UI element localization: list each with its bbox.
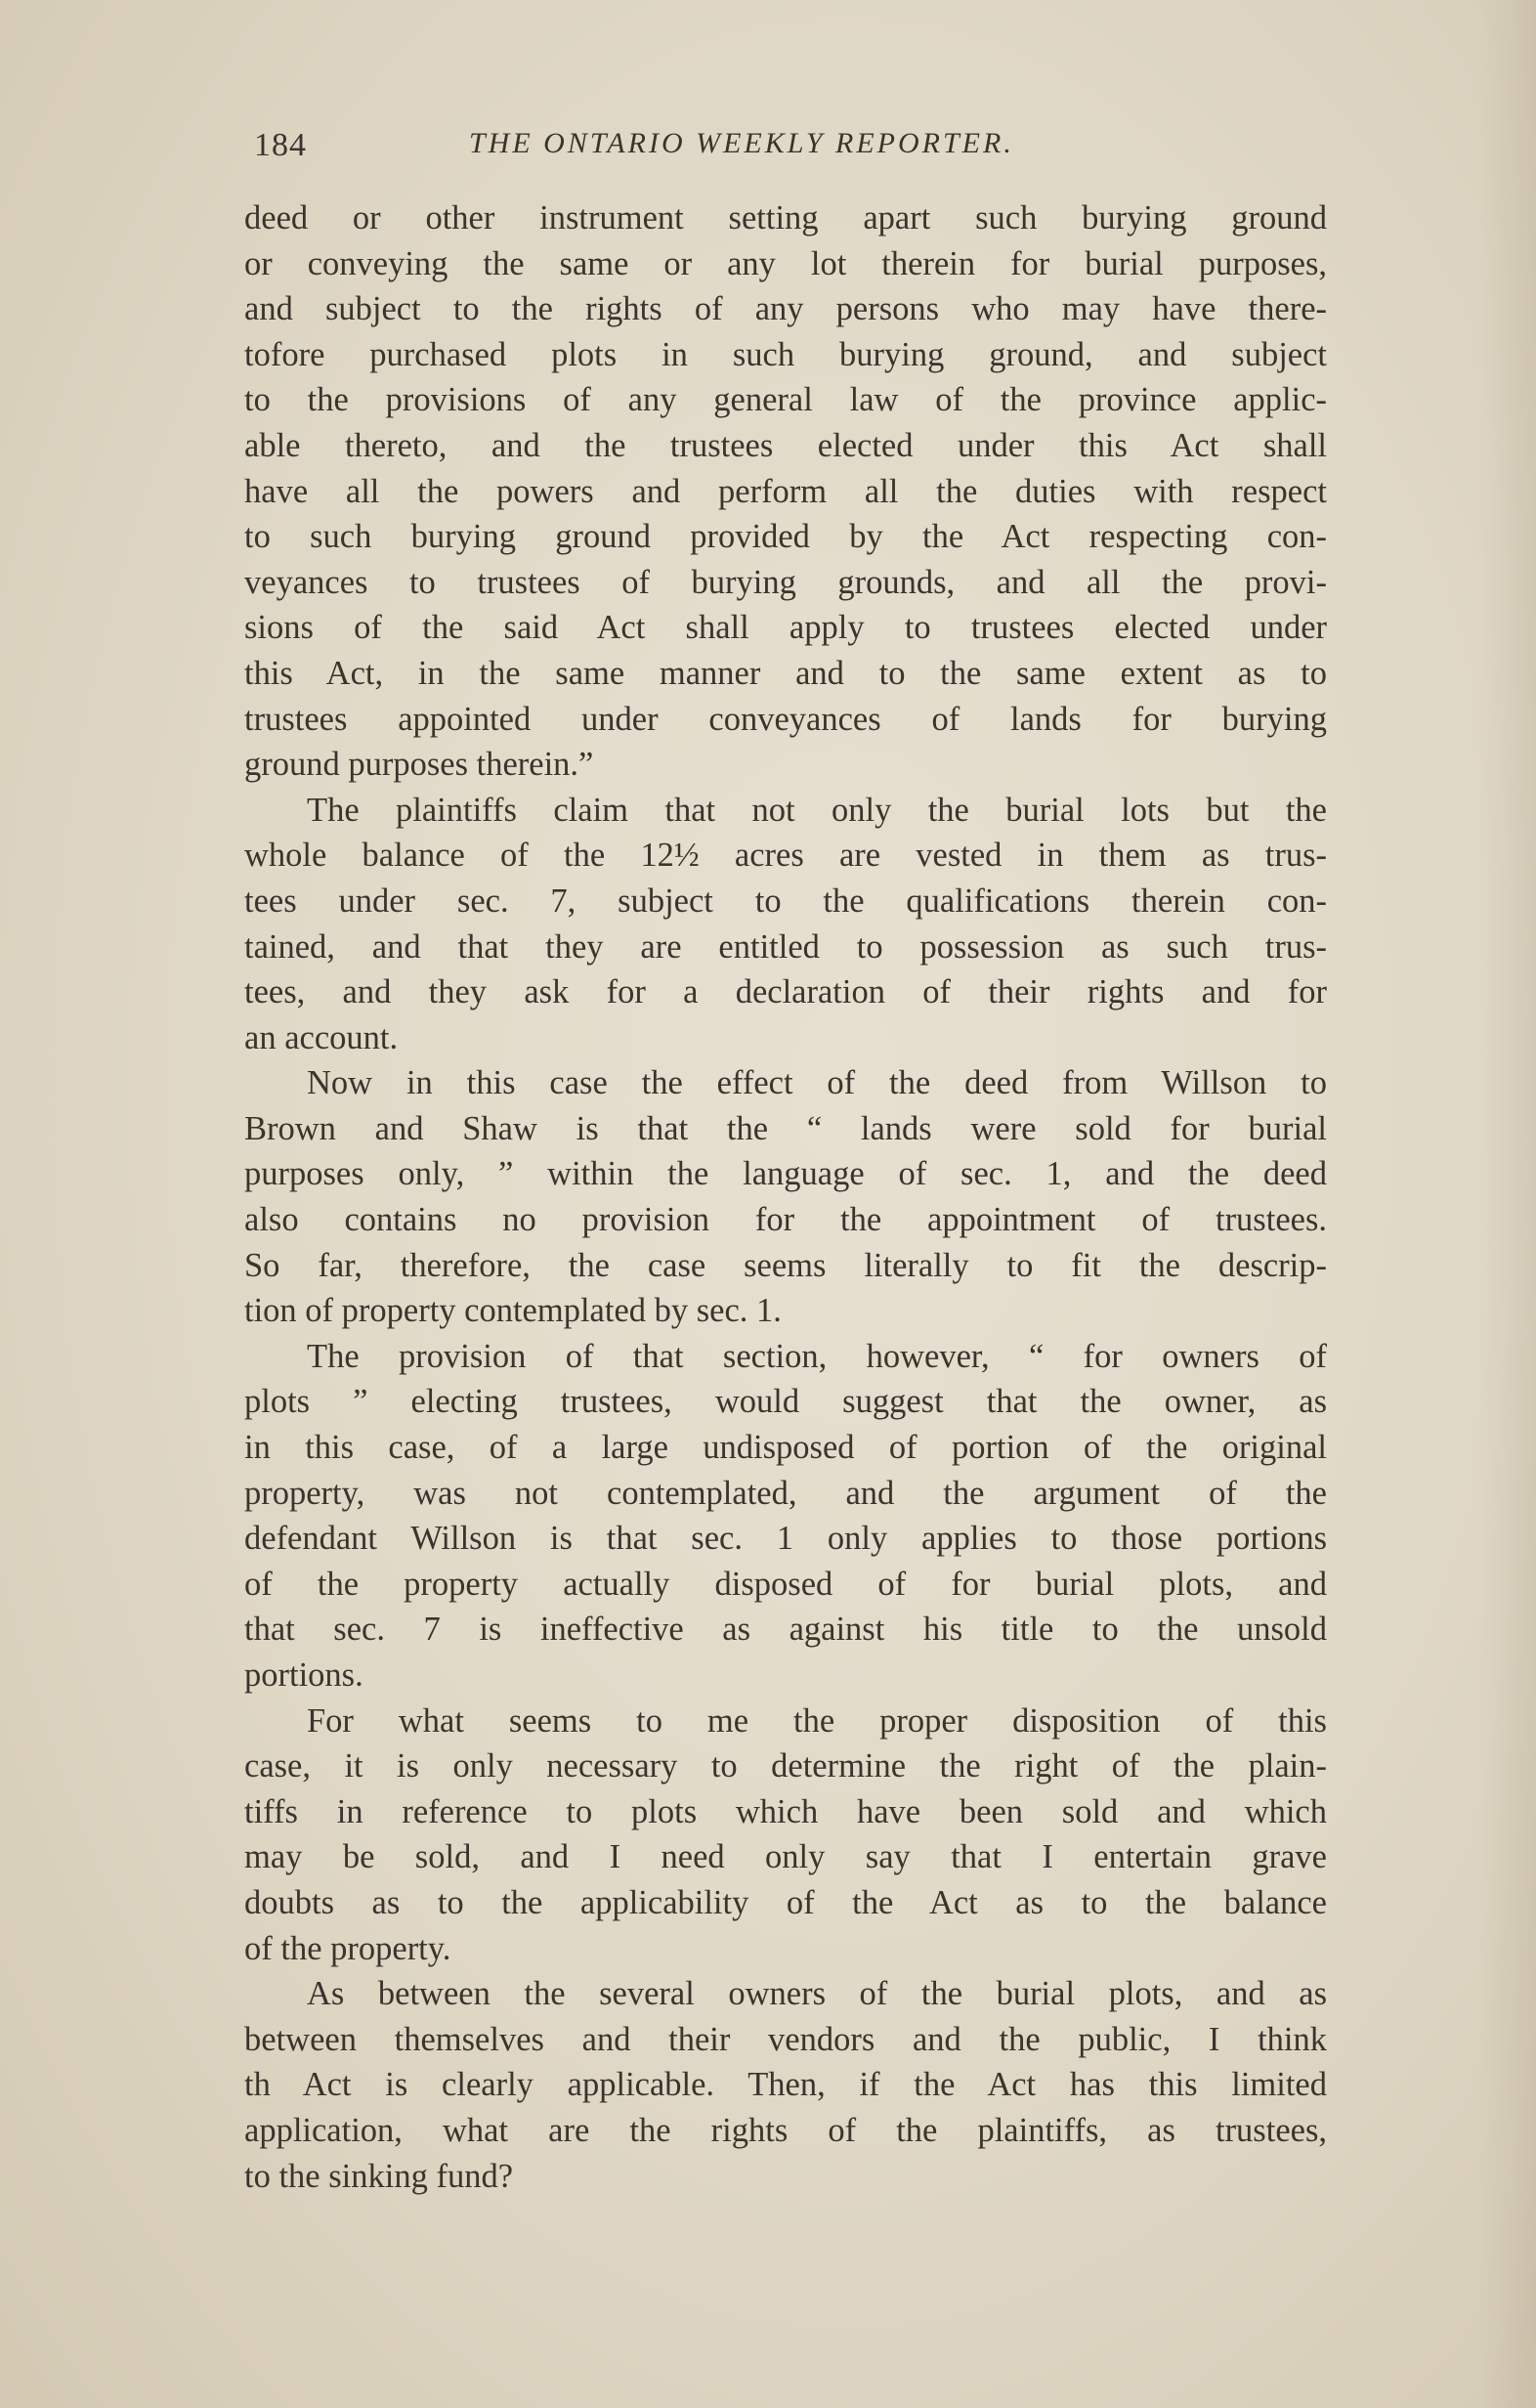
text-line: tiffs in reference to plots which have been sold and which [244,1792,1327,1830]
text-line: may be sold, and I need only say that I entertain grave [244,1838,1327,1876]
text-line: th Act is clearly applicable. Then, if the Act has this limited [244,2066,1327,2104]
text-line: As between the several owners of the burial plots, and as [307,1975,1327,2013]
text-line: tees under sec. 7, subject to the qualifications therein con- [244,882,1327,920]
running-header [244,115,1309,174]
text-line: case, it is only necessary to determine the right of the plain- [244,1747,1327,1785]
text-line: between themselves and their vendors and the public, I think [244,2020,1327,2058]
text-line: trustees appointed under conveyances of lands for burying [244,700,1327,738]
paragraph-plaintiffs-claim [244,788,1327,1061]
text-line: to the sinking fund? [244,2157,514,2195]
paragraph-statute-quote [244,195,1327,788]
paragraph-sinking-fund [244,1971,1327,2199]
text-line: So far, therefore, the case seems literally to fit the descrip- [244,1246,1327,1284]
text-line: to the provisions of any general law of the province applic- [244,381,1327,419]
text-line: application, what are the rights of the plaintiffs, as trustees, [244,2111,1327,2149]
text-line: property, was not contemplated, and the argument of the [244,1474,1327,1512]
text-line: whole balance of the 12½ acres are vested in them as trus- [244,837,1327,875]
text-line: veyances to trustees of burying grounds, and all the provi- [244,563,1327,601]
text-line: deed or other instrument setting apart such burying ground [244,199,1327,236]
text-line: sions of the said Act shall apply to trustees elected under [244,609,1327,647]
text-line: and subject to the rights of any persons who may have there- [244,290,1327,328]
text-line: also contains no provision for the appointment of trustees. [244,1201,1327,1239]
text-line: tion of property contemplated by sec. 1. [244,1292,782,1330]
paragraph-deed-effect [244,1060,1327,1334]
page-number: 184 [254,127,307,163]
text-line: able thereto, and the trustees elected under this Act shall [244,426,1327,464]
text-line: tained, and that they are entitled to possession as such trus- [244,927,1327,966]
text-line: The provision of that section, however, “ for owners of [307,1337,1327,1375]
text-line: of the property. [244,1929,451,1967]
text-line: this Act, in the same manner and to the same extent as to [244,654,1327,692]
text-line: have all the powers and perform all the duties with respect [244,472,1327,510]
text-line: For what seems to me the proper disposition of this [307,1701,1327,1740]
paragraph-section-provision [244,1334,1327,1698]
body-text [244,195,1327,2199]
text-line: an account. [244,1018,399,1056]
text-line: doubts as to the applicability of the Act as to the balance [244,1883,1327,1921]
text-line: of the property actually disposed of for burial plots, and [244,1565,1327,1603]
text-line: to such burying ground provided by the Act respecting con- [244,518,1327,556]
text-line: Now in this case the effect of the deed from Willson to [307,1064,1327,1102]
text-line: ground purposes therein.” [244,746,594,784]
text-line: or conveying the same or any lot therein for burial purposes, [244,244,1327,282]
text-line: Brown and Shaw is that the “ lands were sold for burial [244,1109,1327,1147]
text-line: tofore purchased plots in such burying ground, and subject [244,335,1327,373]
text-line: purposes only, ” within the language of sec. 1, and the deed [244,1155,1327,1193]
paragraph-disposition [244,1698,1327,1972]
text-line: that sec. 7 is ineffective as against his title to the unsold [244,1611,1327,1649]
text-line: in this case, of a large undisposed of portion of the original [244,1429,1327,1467]
text-line: plots ” electing trustees, would suggest that the owner, as [244,1383,1327,1421]
text-line: portions. [244,1656,363,1694]
text-line: tees, and they ask for a declaration of their rights and for [244,973,1327,1011]
running-title: THE ONTARIO WEEKLY REPORTER. [469,127,1014,159]
text-line: The plaintiffs claim that not only the burial lots but the [307,791,1327,829]
text-line: defendant Willson is that sec. 1 only applies to those portions [244,1520,1327,1558]
page-edge-shadow [1477,0,1536,2408]
